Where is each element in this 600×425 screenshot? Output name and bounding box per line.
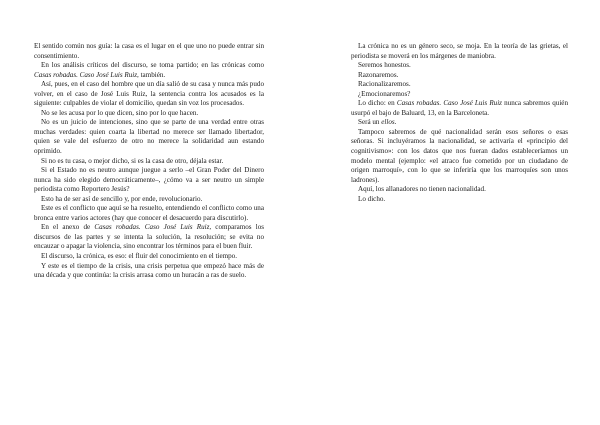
text-run: , comparamos los discursos de las partes y se intenta la solución, la resolución; se evita no encauzar o apagar la violencia, sino encontrar los términos para el buen fluir. [34, 223, 265, 251]
left-paragraph-6: Si no es tu casa, o mejor dicho, si es la casa de otro, déjala estar. [41, 156, 224, 165]
text-run: En el anexo de [41, 223, 95, 232]
right-paragraph-5: Aquí, los allanadores no tienen nacionalidad. [358, 185, 486, 194]
left-paragraph-12: Y este es el tiempo de la crisis, una crisis perpetua que empezó hace más de una década y que continúa: la crisis arrasa como un huracán a ras de suelo. [34, 261, 264, 280]
book-title-italic: Casas robadas. Caso José Luis Ruiz [94, 223, 210, 232]
right-paragraph-1: La crónica no es un género seco, se moja. En la teoría de las grietas, el periodista se moverá en los márgenes de maniobra. [351, 42, 568, 60]
left-paragraph-3: Así, pues, en el caso del hombre que un día salió de su casa y nunca más pudo volver, en el caso de José Luis Ruiz, la sentencia contra los acusados es la siguiente: culpables de violar el domicilio, quedan sin voz los procesados. [34, 80, 264, 108]
right-paragraph-4: Tampoco sabremos de qué nacionalidad serán esos señores o esas señoras. Si incluyéramos la nacionalidad, se activaría el «principio del cognitivismo»: con los datos que nos fueran dados estableceríamos un modelo mental (ejemplo: «el atraco fue cometido por un ciudadano de origen marroquí», con lo que se inferiría que los marroquíes son unos ladrones). [351, 127, 568, 184]
right-line-2: Razonaremos. [358, 70, 399, 79]
text-run: Será un [358, 118, 382, 127]
italic-word: ellos [381, 118, 395, 127]
right-line-4: ¿Emocionaremos? [358, 89, 411, 98]
book-title-italic: Casas robadas. Caso José Luis Ruiz [396, 99, 502, 108]
left-paragraph-1: El sentido común nos guía: la casa es el lugar en el que uno no puede entrar sin consentimiento. [34, 42, 264, 60]
text-run: En los análisis críticos del discurso, se toma partido; en las crónicas como [41, 61, 264, 70]
right-paragraph-3 [351, 118, 568, 128]
text-run: nunca sabremos quién usurpó el bajo de Baluard, 13, en la Barceloneta. [351, 99, 568, 117]
left-paragraph-4: No se les acusa por lo que dicen, sino por lo que hacen. [41, 108, 199, 117]
right-page [351, 42, 568, 204]
page-gutter [300, 0, 301, 425]
left-paragraph-10 [34, 223, 264, 252]
right-paragraph-6: Lo dicho. [358, 194, 386, 203]
left-paragraph-9: Este es el conflicto que aquí se ha resuelto, entendiendo el conflicto como una bronca entre varios actores (hay que conocer el desacuerdo para discutirlo). [34, 204, 264, 222]
left-paragraph-2 [34, 61, 264, 80]
right-paragraph-2 [351, 99, 568, 118]
book-title-italic: Casas robadas. Caso José Luis Ruiz [34, 70, 138, 79]
text-run: Lo dicho: en [358, 99, 397, 108]
left-paragraph-5: No es un juicio de intenciones, sino que se parte de una verdad entre otras muchas verdades: quien coarta la libertad no merece ser llamado libertador, quien se vale del esfuerzo de otro no merece la solidaridad aun estando oprimido. [34, 118, 264, 156]
right-line-3: Racionalizaremos. [358, 80, 411, 89]
text-run: , también. [137, 70, 166, 79]
left-paragraph-7: Si el Estado no es neutro aunque juegue a serlo –el Gran Poder del Dinero nunca ha sido elegido democráticamente–, ¿cómo va a ser neutro un simple periodista como Reportero Jesús? [34, 166, 264, 194]
left-page [34, 42, 264, 281]
text-run: . [394, 118, 397, 127]
left-paragraph-8: Esto ha de ser así de sencillo y, por ende, revolucionario. [41, 194, 203, 203]
right-line-1: Seremos honestos. [358, 61, 411, 70]
left-paragraph-11: El discurso, la crónica, es eso: el fluir del conocimiento en el tiempo. [41, 252, 238, 261]
